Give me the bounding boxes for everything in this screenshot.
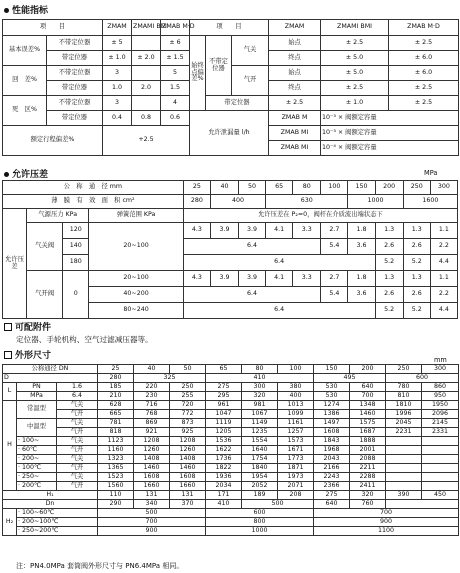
header-zm-mi: ZMAMI BMI <box>132 20 161 36</box>
header-zm-m: ZMAM <box>103 20 132 36</box>
row-leakage: 允许泄漏量 l/h <box>190 111 269 156</box>
row-dead-zone: 死 区% <box>3 96 47 126</box>
bullet-dot-icon <box>4 8 9 13</box>
header-zm-md-right: ZMAB M·D <box>389 20 459 36</box>
header-item: 项 目 <box>3 20 103 36</box>
allowable-dp-side-label: 允许压差 <box>3 209 27 319</box>
section-pressure-title: 允许压差 <box>4 167 48 180</box>
dim-h-label: H <box>3 401 17 491</box>
accessories-text: 定位器、手轮机构、空气过滤减压器等。 <box>16 335 153 344</box>
dim-h2-label: H₂ <box>3 509 17 536</box>
pressure-unit: MPa <box>424 169 438 177</box>
section-performance-title: 性能指标 <box>4 3 48 16</box>
dim-dn-row-label: Dn <box>3 500 98 509</box>
dim-h1-label: H₁ <box>3 491 98 500</box>
header-zm-md: ZMAB M·D <box>161 20 190 36</box>
dimensions-table: 公称通径 DN 25 40 50 65 80 100 150 200 250 300 D 280 325 410 495 600 L PN 1.6 185 220 250 275 300 380 530 640 780 860 MPa 6.4 210 230 255 295 320 400 530 700 810 950 H 常温型 气关 628 716 720 961 981 1013 1274 1348 1810 1950 气开 665 768 772 1047 1067 1099 1386 1460 1996 2096 中温型 气关 781 869 873 1119 1149 1161 1497 1575 2045 2145 气开 818 921 925 1205 1235 1257 1608 1687 2231 2331 · 100~ 气关 1123 1208 1208 1536 1554 1573 1843 1888 · 60℃ 气开 1160 1260 1260 1622 1640 1671 1968 2001 · 200~ 气关 1323 1408 1408 1736 1754 1773 2043 2088 · 100℃ 气开 1365 1460 1460 1822 1840 1871 2166 2211 · 250~ 气关 1523 1608 1608 1936 1954 1973 2243 2288 · 200℃ 气开 1560 1660 1660 2034 2052 2071 2366 2411 H₁ 110 131 131 171 189 208 275 320 390 450 Dn 290 340 370 410 500 640 760 H₂ · 100~60℃ 500 600 700 · 200~100℃ 700 800 900 · 250~200℃ 900 1000 1100 <box>2 364 459 536</box>
row-rated-travel: 额定行程偏差% <box>3 126 103 156</box>
air-close-valve: 气关阀 <box>27 223 63 271</box>
dim-l-label: L <box>3 383 17 401</box>
dim-dn-label: 公称通径 DN <box>3 365 98 374</box>
performance-table: 项 目 ZMAM ZMAMI BMI ZMAB M·D 项 目 ZMAM ZMAMI BMI ZMAB M·D 基本误差% 不带定位器 ± 5 ± 6 始终点偏差% 不带定位器 气关 始点 ± 2.5 ± 2.5 带定位器 ± 1.0 ± 2.0 ± 1.5 终点 ± 5.0 ± 6.0 回 差% 不带定位器 3 5 气开 始点 ± 5.0 ± 6.0 带定位器 1.0 2.0 1.5 终点 ± 2.5 ± 2.5 死 区% 不带定位器 3 4 带定位器 ± 2.5 ± 1.0 ± 2.5 带定位器 0.4 0.8 0.6 允许泄漏量 l/h ZMAB M 10⁻³ × 阀额定容量 额定行程偏差% +2.5 ZMAB MI 10⁻³ × 阀额定容量 ZMAB MI 10⁻⁴ × 阀额定容量 <box>2 19 459 156</box>
section-accessories-title: 可配附件 <box>4 320 51 333</box>
checkbox-square-icon <box>4 323 12 331</box>
footnote: 注：PN4.0MPa 套筒阀外形尺寸与 PN6.4MPa 相同。 <box>16 562 184 570</box>
header-zm-m-right: ZMAM <box>269 20 321 36</box>
header-zm-mi-right: ZMAMI BMI <box>321 20 389 36</box>
dimensions-unit: mm <box>434 356 447 364</box>
bullet-dot-icon <box>4 172 9 177</box>
air-open-valve: 气开阀 <box>27 271 63 319</box>
dn-label: 公 称 通 径 mm <box>3 181 184 195</box>
section-dimensions-title: 外形尺寸 <box>4 348 51 361</box>
row-basic-error: 基本误差% <box>3 36 47 66</box>
checkbox-square-icon <box>4 351 12 359</box>
row-endpoint-deviation: 始终点偏差% <box>190 36 206 111</box>
pressure-table: 公 称 通 径 mm 25 40 50 65 80 100 150 200 250 300 薄 膜 有 效 面 积 cm² 280 400 630 1000 1600 允许压差 气源压力 KPa 弹簧范围 KPa 允许压差在 P₂=0，阀杆在介质流出端状态下 气关阀 120 20~100 4.3 3.9 3.9 4.1 3.3 2.7 1.8 1.3 1.3 1.1 140 6.4 5.4 3.6 2.6 2.6 2.2 180 6.4 5.2 5.2 4.4 气开阀 0 20~100 4.3 3.9 3.9 4.1 3.3 2.7 1.8 1.3 1.3 1.1 40~200 6.4 5.4 3.6 2.6 2.6 2.2 80~240 6.4 5.2 5.2 4.4 <box>2 180 458 319</box>
row-hysteresis: 回 差% <box>3 66 47 96</box>
dim-d-label: D <box>3 374 98 383</box>
area-label: 薄 膜 有 效 面 积 cm² <box>3 195 184 209</box>
header-item-right: 项 目 <box>190 20 269 36</box>
